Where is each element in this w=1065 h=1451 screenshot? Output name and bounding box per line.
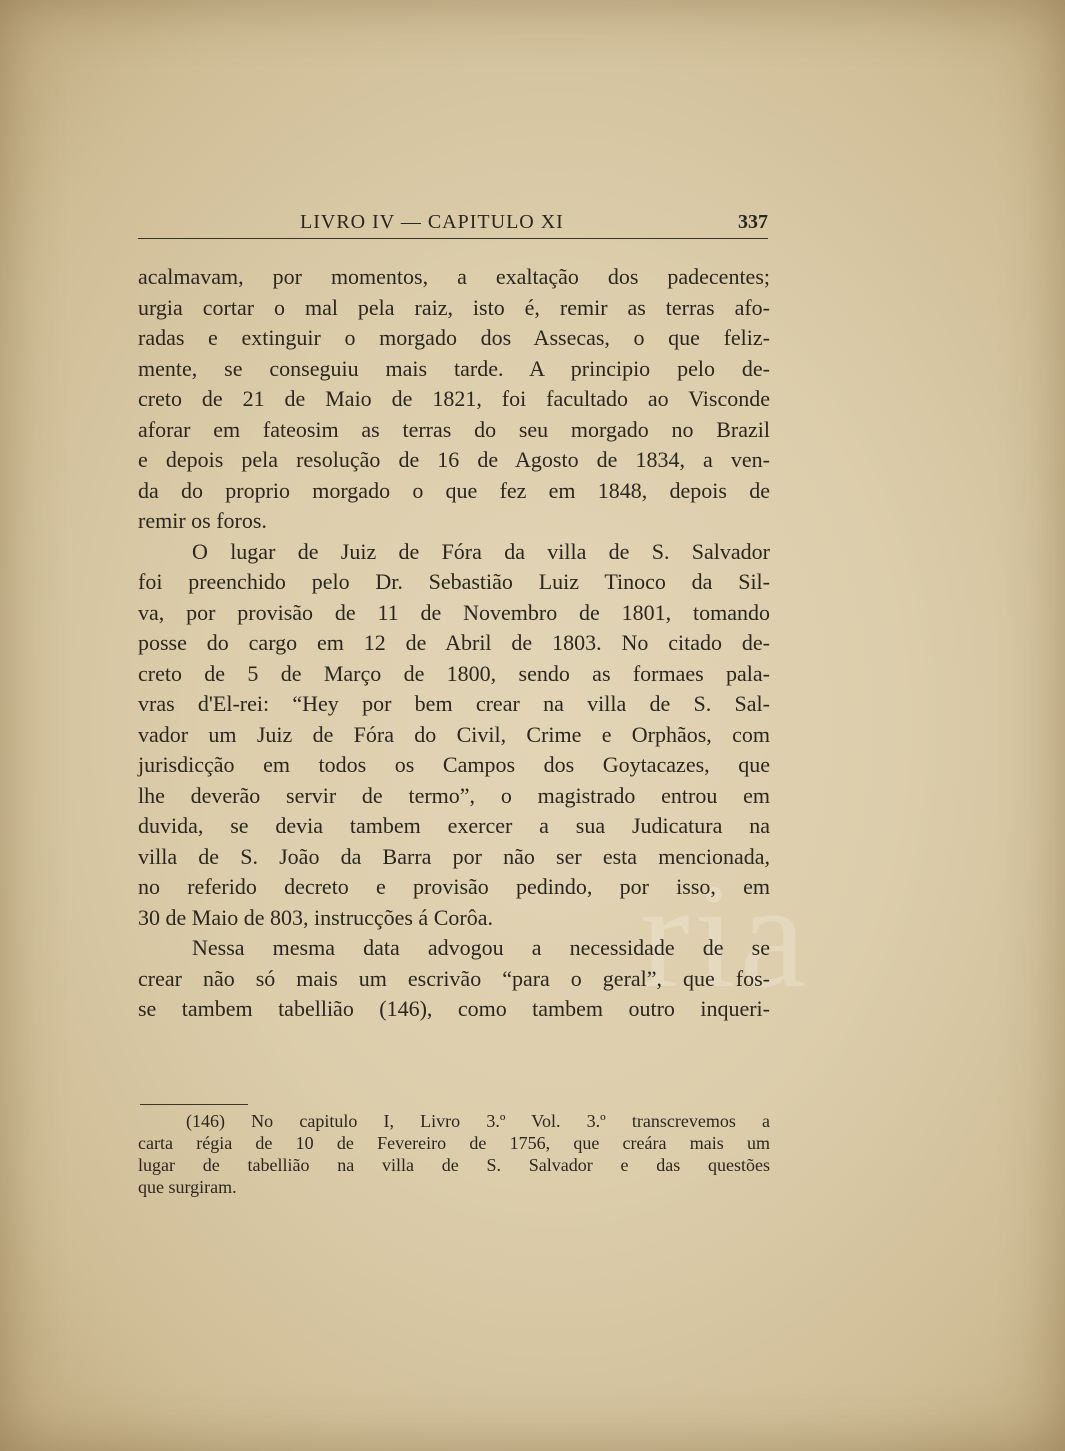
body-line: vador um Juiz de Fóra do Civil, Crime e Orphãos, com	[138, 721, 770, 747]
body-line: urgia cortar o mal pela raiz, isto é, remir as terras afo-	[138, 294, 770, 320]
footnote	[138, 1110, 770, 1198]
body-line: creto de 21 de Maio de 1821, foi facultado ao Visconde	[138, 386, 770, 411]
body-line: lhe deverão servir de termo”, o magistrado entrou em	[138, 782, 770, 808]
body-line: mente, se conseguiu mais tarde. A principio pelo de-	[138, 355, 770, 381]
body-line: duvida, se devia tambem exercer a sua Judicatura na	[138, 813, 770, 838]
body-text	[138, 262, 770, 1025]
body-line: crear não só mais um escrivão “para o geral”, que fos-	[138, 965, 770, 991]
body-line: se tambem tabellião (146), como tambem outro inqueri-	[138, 996, 770, 1021]
footnote-line: que surgiram.	[138, 1177, 237, 1197]
body-line: e depois pela resolução de 16 de Agosto de 1834, a ven-	[138, 447, 770, 472]
footnote-line: (146) No capitulo I, Livro 3.º Vol. 3.º transcrevemos a	[186, 1111, 770, 1131]
body-line: 30 de Maio de 803, instrucções á Corôa.	[138, 904, 493, 930]
running-header	[138, 211, 768, 241]
body-line: vras d'El-rei: “Hey por bem crear na villa de S. Sal-	[138, 691, 770, 716]
header-rule	[138, 238, 768, 239]
library-watermark: ria	[640, 853, 811, 1019]
body-line: va, por provisão de 11 de Novembro de 1801, tomando	[138, 599, 770, 625]
body-line: creto de 5 de Março de 1800, sendo as formaes pala-	[138, 660, 770, 686]
body-line: foi preenchido pelo Dr. Sebastião Luiz Tinoco da Sil-	[138, 569, 770, 594]
page-number: 337	[738, 211, 768, 233]
body-line: Nessa mesma data advogou a necessidade de se	[192, 935, 770, 960]
footnote-line: lugar de tabellião na villa de S. Salvador e das questões	[138, 1155, 770, 1175]
body-line: O lugar de Juiz de Fóra da villa de S. Salvador	[192, 538, 770, 564]
footnote-rule	[140, 1104, 248, 1105]
body-line: villa de S. João da Barra por não ser esta mencionada,	[138, 843, 770, 869]
body-line: acalmavam, por momentos, a exaltação dos padecentes;	[138, 264, 770, 289]
body-line: remir os foros.	[138, 508, 267, 533]
body-line: posse do cargo em 12 de Abril de 1803. No citado de-	[138, 630, 770, 655]
running-header-title: LIVRO IV — CAPITULO XI	[300, 211, 564, 233]
body-line: no referido decreto e provisão pedindo, por isso, em	[138, 874, 770, 899]
body-line: da do proprio morgado o que fez em 1848, depois de	[138, 477, 770, 503]
footnote-line: carta régia de 10 de Fevereiro de 1756, que creára mais um	[138, 1133, 770, 1153]
body-line: aforar em fateosim as terras do seu morgado no Brazil	[138, 416, 770, 442]
body-line: jurisdicção em todos os Campos dos Goytacazes, que	[138, 752, 770, 777]
body-line: radas e extinguir o morgado dos Assecas, o que feliz-	[138, 325, 770, 350]
